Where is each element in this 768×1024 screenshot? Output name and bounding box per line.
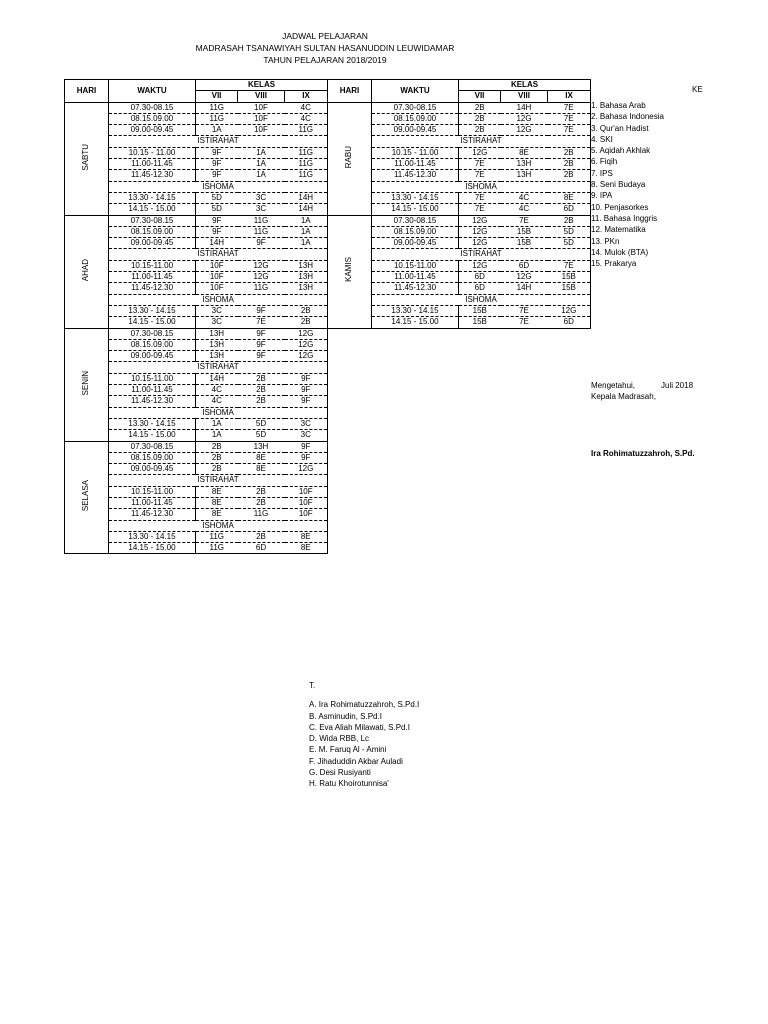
class-vii-cell: 9F [196, 215, 238, 226]
time-cell: 14.15 - 15.00 [109, 204, 196, 215]
class-vii-cell: 14H [196, 238, 238, 249]
class-viii-cell: 10F [238, 102, 285, 113]
class-vii-cell: 7E [459, 192, 501, 203]
class-ix-cell: 9F [285, 385, 328, 396]
class-ix-cell: 8E [548, 192, 591, 203]
time-cell: 14.15 - 15.00 [372, 317, 459, 328]
time-cell: 07.30-08.15 [109, 215, 196, 226]
teacher-item: B. Asminudin, S.Pd.I [309, 711, 382, 721]
keterangan-label: KE [692, 85, 703, 94]
class-vii-cell: 5D [196, 204, 238, 215]
time-cell: 13.30 - 14.15 [372, 305, 459, 316]
time-cell: 07.30-08.15 [372, 102, 459, 113]
class-vii-cell: 7E [459, 170, 501, 181]
class-ix-cell: 10F [285, 509, 328, 520]
class-ix-cell: 11G [285, 159, 328, 170]
class-ix-cell: 2B [548, 170, 591, 181]
class-ix-cell: 2B [285, 305, 328, 316]
break-cell: ISTIRAHAT [372, 249, 591, 260]
time-cell: 10.15 - 11.00 [372, 147, 459, 158]
teacher-item: F. Jihaduddin Akbar Auladi [309, 756, 403, 766]
class-ix-cell: 7E [548, 125, 591, 136]
time-cell: 11.00-11.45 [109, 385, 196, 396]
time-cell: 14.15 - 15.00 [372, 204, 459, 215]
class-ix-cell: 14H [285, 204, 328, 215]
class-ix-cell: 12G [548, 305, 591, 316]
time-cell: 07.30-08.15 [109, 441, 196, 452]
class-vii-cell: 11G [196, 113, 238, 124]
class-viii-cell: 1A [238, 147, 285, 158]
day-label: RABU [344, 145, 354, 169]
class-vii-cell: 13H [196, 339, 238, 350]
time-cell: 13.30 - 14.15 [109, 531, 196, 542]
class-vii-cell: 12G [459, 147, 501, 158]
class-viii-cell: 8E [501, 147, 548, 158]
class-vii-cell: 7E [459, 159, 501, 170]
break-cell: ISTIRAHAT [109, 249, 328, 260]
time-cell: 11.45-12.30 [109, 396, 196, 407]
teacher-item: E. M. Faruq Al - Amini [309, 745, 387, 755]
class-viii-cell: 3C [238, 204, 285, 215]
time-cell: 08.15.09.00 [109, 226, 196, 237]
class-ix-header: IX [548, 91, 591, 102]
class-vii-cell: 8E [196, 497, 238, 508]
subject-item: 9. IPA [591, 191, 613, 201]
time-cell: 14.15 - 15.00 [109, 430, 196, 441]
subject-item: 10. Penjasorkes [591, 202, 649, 212]
class-vii-cell: 12G [459, 238, 501, 249]
day-label: SABTU [81, 143, 91, 171]
class-viii-cell: 11G [238, 509, 285, 520]
class-ix-cell: 6D [548, 317, 591, 328]
teacher-item: C. Eva Aliah Milawati, S.Pd.I [309, 722, 410, 732]
time-cell: 09.00-09.45 [372, 238, 459, 249]
schedule-table-left [64, 79, 328, 554]
class-ix-cell: 11G [285, 170, 328, 181]
class-vii-cell: 2B [196, 441, 238, 452]
class-vii-cell: 14H [196, 373, 238, 384]
class-vii-cell: 3C [196, 305, 238, 316]
class-vii-cell: 4C [196, 396, 238, 407]
time-cell: 10.15 - 11.00 [109, 147, 196, 158]
class-viii-cell: 14H [501, 102, 548, 113]
subject-item: 3. Qur'an Hadist [591, 123, 649, 133]
class-viii-cell: 5D [238, 430, 285, 441]
break-cell: ISTIRAHAT [372, 136, 591, 147]
teacher-list [309, 680, 419, 790]
day-cell [328, 215, 372, 328]
class-viii-cell: 9F [238, 328, 285, 339]
time-cell: 08.15.09.00 [109, 452, 196, 463]
class-viii-cell: 4C [501, 192, 548, 203]
class-vii-cell: 2B [196, 452, 238, 463]
subject-item: 13. PKn [591, 236, 620, 246]
class-viii-cell: 15B [501, 226, 548, 237]
day-cell [65, 328, 109, 441]
time-cell: 13.30 - 14.15 [372, 192, 459, 203]
class-ix-cell: 15B [548, 272, 591, 283]
subject-item: 6. Fiqih [591, 157, 618, 167]
teacher-item: D. Wida RBB, Lc [309, 734, 370, 744]
class-vii-cell: 9F [196, 170, 238, 181]
time-cell: 09.00-09.45 [109, 351, 196, 362]
class-ix-cell: 1A [285, 226, 328, 237]
teacher-item: G. Desi Rusiyanti [309, 768, 371, 778]
class-viii-cell: 7E [238, 317, 285, 328]
time-cell: 08.15.09.00 [372, 226, 459, 237]
subject-item: 2. Bahasa Indonesia [591, 112, 664, 122]
class-ix-cell: 10F [285, 486, 328, 497]
class-vii-cell: 10F [196, 283, 238, 294]
schedule-table-right [327, 79, 591, 329]
class-viii-cell: 12G [501, 113, 548, 124]
class-ix-cell: 3C [285, 418, 328, 429]
class-vii-cell: 12G [459, 226, 501, 237]
class-viii-cell: 2B [238, 373, 285, 384]
kelas-header: KELAS [196, 80, 328, 91]
class-viii-cell: 14H [501, 283, 548, 294]
subject-legend [591, 100, 664, 269]
class-ix-cell: 13H [285, 272, 328, 283]
class-vii-cell: 15B [459, 317, 501, 328]
subject-item: 14. Mulok (BTA) [591, 247, 649, 257]
table-row [65, 215, 328, 226]
class-viii-cell: 2B [238, 385, 285, 396]
teacher-item: H. Ratu Khoirotunnisa' [309, 779, 389, 789]
time-cell: 09.00-09.45 [109, 464, 196, 475]
class-ix-cell: 5D [548, 238, 591, 249]
time-cell: 11.45-12.30 [109, 170, 196, 181]
subject-item: 4. SKI [591, 134, 613, 144]
class-vii-cell: 10F [196, 260, 238, 271]
class-ix-cell: 4C [285, 102, 328, 113]
class-vii-cell: 9F [196, 226, 238, 237]
subject-item: 7. IPS [591, 168, 613, 178]
time-cell: 14.15 - 15.00 [109, 317, 196, 328]
mengetahui-text: Mengetahui, [591, 381, 636, 390]
table-row [328, 215, 591, 226]
class-ix-cell: 8E [285, 543, 328, 554]
class-viii-cell: 1A [238, 170, 285, 181]
class-ix-cell: 2B [548, 215, 591, 226]
class-ix-cell: 12G [285, 339, 328, 350]
class-ix-cell: 2B [548, 147, 591, 158]
class-vii-cell: 4C [196, 385, 238, 396]
class-vii-cell: 5D [196, 192, 238, 203]
class-vii-header: VII [196, 91, 238, 102]
class-vii-cell: 2B [459, 125, 501, 136]
class-viii-cell: 9F [238, 351, 285, 362]
class-vii-cell: 1A [196, 418, 238, 429]
class-ix-cell: 2B [548, 159, 591, 170]
time-cell: 11.45-12.30 [109, 283, 196, 294]
class-viii-header: VIII [501, 91, 548, 102]
class-ix-cell: 1A [285, 238, 328, 249]
day-cell [65, 215, 109, 328]
subject-item: 1. Bahasa Arab [591, 101, 646, 110]
teacher-item: A. Ira Rohimatuzzahroh, S.Pd.I [309, 700, 420, 710]
class-viii-cell: 1A [238, 159, 285, 170]
day-label: AHAD [81, 258, 91, 282]
table-row [65, 328, 328, 339]
class-vii-cell: 8E [196, 486, 238, 497]
time-cell: 11.00-11.45 [109, 497, 196, 508]
class-ix-cell: 11G [285, 147, 328, 158]
day-cell [65, 102, 109, 215]
class-viii-cell: 7E [501, 215, 548, 226]
principal-role: Kepala Madrasah, [591, 392, 656, 401]
header-row [65, 80, 328, 91]
waktu-header: WAKTU [109, 80, 196, 103]
subject-item: 12. Matematika [591, 225, 646, 235]
hari-header: HARI [65, 80, 109, 103]
class-vii-cell: 6D [459, 272, 501, 283]
time-cell: 09.00-09.45 [109, 125, 196, 136]
time-cell: 13.30 - 14.15 [109, 192, 196, 203]
time-cell: 13.30 - 14.15 [109, 418, 196, 429]
class-vii-cell: 2B [459, 113, 501, 124]
class-viii-cell: 13H [501, 159, 548, 170]
class-viii-cell: 13H [238, 441, 285, 452]
time-cell: 10.15-11.00 [109, 373, 196, 384]
time-cell: 09.00-09.45 [109, 238, 196, 249]
break-cell: ISHOMA [372, 294, 591, 305]
class-ix-cell: 9F [285, 441, 328, 452]
time-cell: 11.00-11.45 [109, 272, 196, 283]
class-viii-cell: 11G [238, 215, 285, 226]
class-ix-cell: 8E [285, 531, 328, 542]
class-ix-cell: 11G [285, 125, 328, 136]
academic-year: TAHUN PELAJARAN 2018/2019 [263, 55, 387, 65]
class-ix-cell: 13H [285, 260, 328, 271]
class-ix-cell: 9F [285, 396, 328, 407]
time-cell: 10.15-11.00 [109, 486, 196, 497]
class-ix-cell: 9F [285, 373, 328, 384]
break-cell: ISTIRAHAT [109, 362, 328, 373]
class-ix-cell: 14H [285, 192, 328, 203]
schedule-title: JADWAL PELAJARAN [282, 31, 368, 41]
hari-header: HARI [328, 80, 372, 103]
break-cell: ISTIRAHAT [109, 475, 328, 486]
class-viii-cell: 2B [238, 486, 285, 497]
class-ix-cell: 1A [285, 215, 328, 226]
subject-item: 8. Seni Budaya [591, 180, 646, 190]
class-ix-cell: 7E [548, 102, 591, 113]
class-ix-cell: 7E [548, 260, 591, 271]
principal-name: Ira Rohimatuzzahroh, S.Pd. [591, 449, 695, 458]
class-ix-cell: 15B [548, 283, 591, 294]
class-viii-cell: 10F [238, 125, 285, 136]
class-viii-cell: 2B [238, 531, 285, 542]
time-cell: 10.15-11.00 [109, 260, 196, 271]
class-ix-cell: 5D [548, 226, 591, 237]
class-viii-cell: 8E [238, 464, 285, 475]
class-viii-cell: 15B [501, 238, 548, 249]
school-name: MADRASAH TSANAWIYAH SULTAN HASANUDDIN LEUWIDAMAR [195, 43, 455, 53]
day-label: KAMIS [344, 257, 354, 283]
class-vii-cell: 11G [196, 543, 238, 554]
time-cell: 11.00-11.45 [372, 159, 459, 170]
time-cell: 11.45-12.30 [372, 283, 459, 294]
class-viii-cell: 8E [238, 452, 285, 463]
time-cell: 08.15.09.00 [372, 113, 459, 124]
time-cell: 07.30-08.15 [372, 215, 459, 226]
class-viii-cell: 12G [501, 125, 548, 136]
class-vii-cell: 11G [196, 102, 238, 113]
class-viii-cell: 11G [238, 226, 285, 237]
class-ix-cell: 2B [285, 317, 328, 328]
class-viii-cell: 9F [238, 305, 285, 316]
class-viii-cell: 2B [238, 396, 285, 407]
class-vii-cell: 3C [196, 317, 238, 328]
class-vii-header: VII [459, 91, 501, 102]
class-viii-cell: 7E [501, 305, 548, 316]
class-viii-cell: 12G [501, 272, 548, 283]
time-cell: 13.30 - 14.15 [109, 305, 196, 316]
class-viii-cell: 7E [501, 317, 548, 328]
break-cell: ISHOMA [109, 520, 328, 531]
time-cell: 10.15-11.00 [372, 260, 459, 271]
class-ix-cell: 9F [285, 452, 328, 463]
class-vii-cell: 7E [459, 204, 501, 215]
class-ix-cell: 12G [285, 464, 328, 475]
signature-date: Juli 2018 [661, 381, 694, 390]
class-vii-cell: 13H [196, 351, 238, 362]
class-viii-cell: 5D [238, 418, 285, 429]
table-row [65, 441, 328, 452]
class-viii-header: VIII [238, 91, 285, 102]
time-cell: 11.00-11.45 [109, 159, 196, 170]
time-cell: 08.15.09.00 [109, 339, 196, 350]
class-vii-cell: 2B [196, 464, 238, 475]
class-vii-cell: 1A [196, 430, 238, 441]
class-viii-cell: 6D [238, 543, 285, 554]
class-viii-cell: 12G [238, 260, 285, 271]
time-cell: 07.30-08.15 [109, 102, 196, 113]
kelas-header: KELAS [459, 80, 591, 91]
time-cell: 08.15.09.00 [109, 113, 196, 124]
class-ix-cell: 7E [548, 113, 591, 124]
class-ix-cell: 10F [285, 497, 328, 508]
time-cell: 09.00-09.45 [372, 125, 459, 136]
class-ix-cell: 4C [285, 113, 328, 124]
class-viii-cell: 12G [238, 272, 285, 283]
class-ix-cell: 3C [285, 430, 328, 441]
class-viii-cell: 3C [238, 192, 285, 203]
class-vii-cell: 15B [459, 305, 501, 316]
time-cell: 14.15 - 15.00 [109, 543, 196, 554]
time-cell: 11.45-12.30 [109, 509, 196, 520]
class-viii-cell: 2B [238, 497, 285, 508]
class-vii-cell: 11G [196, 531, 238, 542]
class-vii-cell: 13H [196, 328, 238, 339]
day-cell [328, 102, 372, 215]
class-ix-cell: 13H [285, 283, 328, 294]
teacher-list-label: T. [309, 681, 316, 690]
class-viii-cell: 13H [501, 170, 548, 181]
class-vii-cell: 10F [196, 272, 238, 283]
class-viii-cell: 6D [501, 260, 548, 271]
class-viii-cell: 9F [238, 339, 285, 350]
class-vii-cell: 9F [196, 159, 238, 170]
time-cell: 07.30-08.15 [109, 328, 196, 339]
class-ix-cell: 6D [548, 204, 591, 215]
header-row [328, 80, 591, 91]
class-viii-cell: 9F [238, 238, 285, 249]
break-cell: ISHOMA [109, 181, 328, 192]
class-vii-cell: 12G [459, 215, 501, 226]
break-cell: ISTIRAHAT [109, 136, 328, 147]
day-label: SENIN [81, 370, 91, 396]
class-viii-cell: 10F [238, 113, 285, 124]
time-cell: 11.00-11.45 [372, 272, 459, 283]
class-ix-cell: 12G [285, 328, 328, 339]
subject-item: 5. Aqidah Akhlak [591, 146, 651, 156]
table-row [65, 102, 328, 113]
break-cell: ISHOMA [109, 407, 328, 418]
break-cell: ISHOMA [372, 181, 591, 192]
waktu-header: WAKTU [372, 80, 459, 103]
class-vii-cell: 12G [459, 260, 501, 271]
class-vii-cell: 2B [459, 102, 501, 113]
day-cell [65, 441, 109, 554]
time-cell: 11.45-12.30 [372, 170, 459, 181]
subject-item: 11. Bahasa Inggris [591, 213, 658, 223]
class-vii-cell: 1A [196, 125, 238, 136]
class-vii-cell: 8E [196, 509, 238, 520]
table-row [328, 102, 591, 113]
class-viii-cell: 4C [501, 204, 548, 215]
class-ix-cell: 12G [285, 351, 328, 362]
class-viii-cell: 11G [238, 283, 285, 294]
break-cell: ISHOMA [109, 294, 328, 305]
class-vii-cell: 6D [459, 283, 501, 294]
day-label: SELASA [81, 480, 91, 512]
class-vii-cell: 9F [196, 147, 238, 158]
subject-item: 15. Prakarya [591, 259, 637, 269]
class-ix-header: IX [285, 91, 328, 102]
